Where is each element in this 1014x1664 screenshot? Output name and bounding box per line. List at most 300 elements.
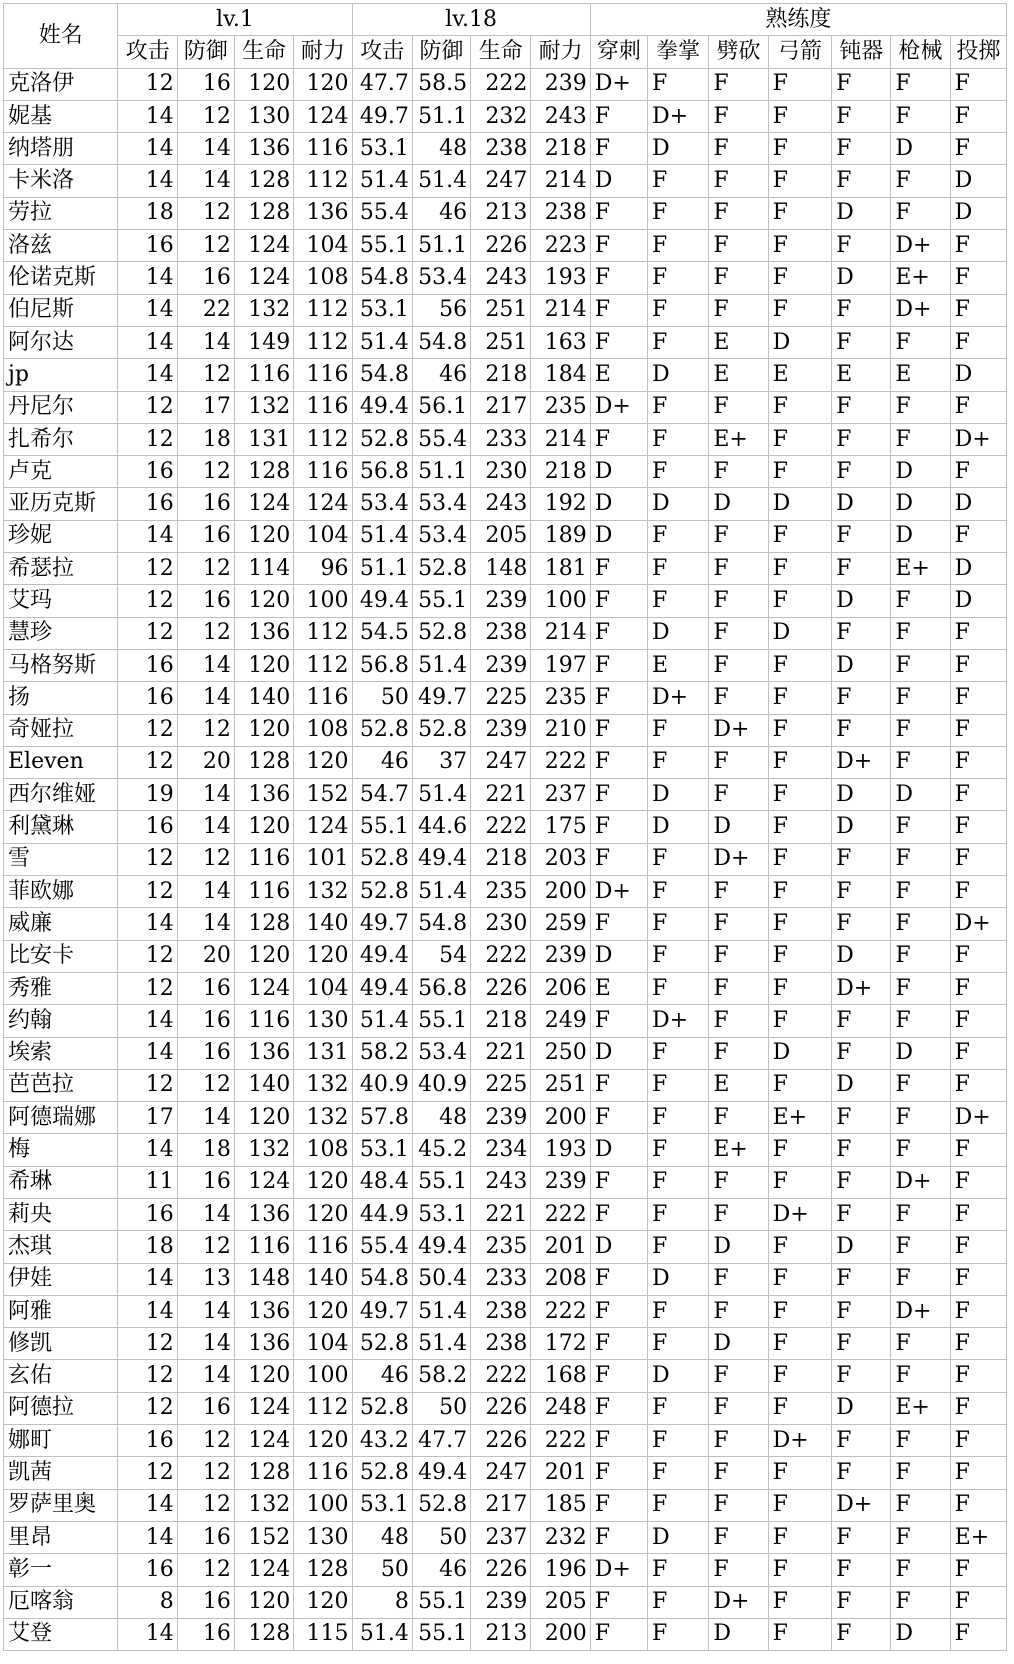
lv18-stat-cell[interactable]: 49.4 xyxy=(412,843,470,875)
lv18-stat-cell[interactable]: 235 xyxy=(531,391,590,423)
lv18-stat-cell[interactable]: 237 xyxy=(471,1521,531,1553)
lv1-stat-cell[interactable]: 12 xyxy=(118,843,177,875)
lv18-stat-cell[interactable]: 214 xyxy=(531,617,590,649)
proficiency-grade-cell[interactable]: F xyxy=(590,746,647,778)
lv18-stat-cell[interactable]: 221 xyxy=(471,1037,531,1069)
proficiency-grade-cell[interactable]: F xyxy=(709,68,768,100)
lv1-stat-cell[interactable]: 104 xyxy=(294,520,352,552)
proficiency-grade-cell[interactable]: F xyxy=(590,1295,647,1327)
lv1-stat-cell[interactable]: 14 xyxy=(177,779,234,811)
proficiency-grade-cell[interactable]: F xyxy=(768,1295,831,1327)
lv1-stat-cell[interactable]: 120 xyxy=(234,1586,293,1618)
lv18-stat-cell[interactable]: 45.2 xyxy=(412,1134,470,1166)
proficiency-grade-cell[interactable]: D xyxy=(950,359,1006,391)
lv18-stat-cell[interactable]: 250 xyxy=(531,1037,590,1069)
proficiency-grade-cell[interactable]: D xyxy=(647,1360,708,1392)
lv18-stat-cell[interactable]: 218 xyxy=(471,1005,531,1037)
lv18-stat-cell[interactable]: 201 xyxy=(531,1231,590,1263)
lv18-stat-cell[interactable]: 50 xyxy=(352,682,412,714)
lv18-stat-cell[interactable]: 214 xyxy=(531,165,590,197)
proficiency-grade-cell[interactable]: F xyxy=(590,262,647,294)
proficiency-grade-cell[interactable]: F xyxy=(891,197,950,229)
lv1-stat-cell[interactable]: 14 xyxy=(177,682,234,714)
lv1-stat-cell[interactable]: 14 xyxy=(177,165,234,197)
lv1-stat-cell[interactable]: 128 xyxy=(234,197,293,229)
proficiency-sub-header[interactable]: 穿刺 xyxy=(590,36,647,68)
proficiency-grade-cell[interactable]: F xyxy=(709,779,768,811)
character-name-cell[interactable]: 伊娃 xyxy=(4,1263,118,1295)
character-name-cell[interactable]: 克洛伊 xyxy=(4,68,118,100)
proficiency-grade-cell[interactable]: F xyxy=(950,1005,1006,1037)
proficiency-grade-cell[interactable]: F xyxy=(832,682,891,714)
lv1-stat-cell[interactable]: 14 xyxy=(118,520,177,552)
lv1-stat-cell[interactable]: 16 xyxy=(177,520,234,552)
lv1-stat-cell[interactable]: 16 xyxy=(177,262,234,294)
proficiency-grade-cell[interactable]: F xyxy=(832,876,891,908)
lv18-stat-cell[interactable]: 52.8 xyxy=(352,423,412,455)
character-name-cell[interactable]: 厄喀翁 xyxy=(4,1586,118,1618)
proficiency-grade-cell[interactable]: F xyxy=(590,1102,647,1134)
lv1-stat-cell[interactable]: 12 xyxy=(177,1457,234,1489)
proficiency-grade-cell[interactable]: F xyxy=(709,1554,768,1586)
lv18-stat-cell[interactable]: 239 xyxy=(471,1586,531,1618)
proficiency-grade-cell[interactable]: F xyxy=(768,423,831,455)
character-name-cell[interactable]: 扬 xyxy=(4,682,118,714)
lv18-stat-cell[interactable]: 53.4 xyxy=(412,520,470,552)
proficiency-grade-cell[interactable]: D xyxy=(590,488,647,520)
proficiency-grade-cell[interactable]: F xyxy=(709,197,768,229)
lv1-stat-cell[interactable]: 18 xyxy=(118,197,177,229)
proficiency-grade-cell[interactable]: F xyxy=(590,1618,647,1650)
character-name-cell[interactable]: 艾玛 xyxy=(4,585,118,617)
proficiency-grade-cell[interactable]: F xyxy=(832,230,891,262)
proficiency-grade-cell[interactable]: F xyxy=(950,940,1006,972)
lv18-stat-cell[interactable]: 51.4 xyxy=(352,1618,412,1650)
lv1-stat-cell[interactable]: 120 xyxy=(294,1166,352,1198)
lv18-stat-cell[interactable]: 52.8 xyxy=(412,714,470,746)
lv18-stat-cell[interactable]: 54.8 xyxy=(352,1263,412,1295)
lv1-stat-cell[interactable]: 14 xyxy=(118,262,177,294)
lv18-stat-cell[interactable]: 53.1 xyxy=(352,294,412,326)
lv18-stat-cell[interactable]: 100 xyxy=(531,585,590,617)
proficiency-grade-cell[interactable]: F xyxy=(950,1425,1006,1457)
lv1-stat-cell[interactable]: 136 xyxy=(234,779,293,811)
lv18-stat-cell[interactable]: 55.1 xyxy=(352,811,412,843)
lv18-stat-cell[interactable]: 223 xyxy=(531,230,590,262)
lv1-stat-cell[interactable]: 12 xyxy=(118,585,177,617)
proficiency-grade-cell[interactable]: F xyxy=(768,811,831,843)
proficiency-grade-cell[interactable]: D xyxy=(950,585,1006,617)
lv1-stat-cell[interactable]: 108 xyxy=(294,262,352,294)
character-name-cell[interactable]: 阿雅 xyxy=(4,1295,118,1327)
character-name-cell[interactable]: 扎希尔 xyxy=(4,423,118,455)
lv18-stat-cell[interactable]: 55.1 xyxy=(352,230,412,262)
lv18-group-header[interactable]: lv.18 xyxy=(352,4,590,36)
lv1-stat-cell[interactable]: 12 xyxy=(177,1554,234,1586)
character-name-cell[interactable]: Eleven xyxy=(4,746,118,778)
lv18-stat-cell[interactable]: 52.8 xyxy=(412,1489,470,1521)
character-name-cell[interactable]: 修凯 xyxy=(4,1328,118,1360)
proficiency-grade-cell[interactable]: F xyxy=(647,423,708,455)
proficiency-grade-cell[interactable]: F xyxy=(768,520,831,552)
proficiency-grade-cell[interactable]: F xyxy=(950,1328,1006,1360)
lv18-stat-cell[interactable]: 205 xyxy=(531,1586,590,1618)
lv1-stat-cell[interactable]: 130 xyxy=(294,1005,352,1037)
proficiency-grade-cell[interactable]: F xyxy=(891,1360,950,1392)
proficiency-grade-cell[interactable]: F xyxy=(768,682,831,714)
proficiency-grade-cell[interactable]: F xyxy=(950,520,1006,552)
lv1-stat-cell[interactable]: 104 xyxy=(294,1328,352,1360)
lv18-stat-cell[interactable]: 51.4 xyxy=(412,649,470,681)
lv1-stat-cell[interactable]: 12 xyxy=(118,423,177,455)
proficiency-grade-cell[interactable]: F xyxy=(768,1457,831,1489)
lv1-stat-cell[interactable]: 152 xyxy=(294,779,352,811)
lv18-stat-cell[interactable]: 233 xyxy=(471,423,531,455)
lv18-stat-cell[interactable]: 46 xyxy=(412,1554,470,1586)
lv18-stat-cell[interactable]: 238 xyxy=(471,617,531,649)
lv18-stat-cell[interactable]: 52.8 xyxy=(352,1392,412,1424)
lv18-stat-cell[interactable]: 46 xyxy=(352,1360,412,1392)
proficiency-grade-cell[interactable]: D+ xyxy=(709,843,768,875)
lv1-stat-cell[interactable]: 128 xyxy=(234,165,293,197)
lv1-group-header[interactable]: lv.1 xyxy=(118,4,352,36)
lv18-stat-cell[interactable]: 208 xyxy=(531,1263,590,1295)
proficiency-grade-cell[interactable]: F xyxy=(891,617,950,649)
lv1-stat-cell[interactable]: 120 xyxy=(234,811,293,843)
proficiency-grade-cell[interactable]: F xyxy=(709,876,768,908)
lv18-stat-cell[interactable]: 233 xyxy=(471,1263,531,1295)
lv1-stat-cell[interactable]: 100 xyxy=(294,1360,352,1392)
lv1-stat-cell[interactable]: 8 xyxy=(118,1586,177,1618)
lv1-stat-cell[interactable]: 12 xyxy=(177,1231,234,1263)
proficiency-grade-cell[interactable]: E xyxy=(709,326,768,358)
lv18-stat-cell[interactable]: 251 xyxy=(471,326,531,358)
character-name-cell[interactable]: 伯尼斯 xyxy=(4,294,118,326)
proficiency-grade-cell[interactable]: F xyxy=(647,1554,708,1586)
character-name-cell[interactable]: 娜町 xyxy=(4,1425,118,1457)
proficiency-grade-cell[interactable]: D xyxy=(647,1521,708,1553)
proficiency-grade-cell[interactable]: F xyxy=(891,1231,950,1263)
proficiency-grade-cell[interactable]: F xyxy=(891,585,950,617)
lv1-stat-cell[interactable]: 128 xyxy=(234,1618,293,1650)
proficiency-grade-cell[interactable]: F xyxy=(590,811,647,843)
lv18-stat-cell[interactable]: 55.1 xyxy=(412,585,470,617)
lv18-stat-cell[interactable]: 48.4 xyxy=(352,1166,412,1198)
lv1-stat-cell[interactable]: 22 xyxy=(177,294,234,326)
lv1-stat-cell[interactable]: 120 xyxy=(234,520,293,552)
lv18-stat-cell[interactable]: 243 xyxy=(471,262,531,294)
lv18-stat-cell[interactable]: 163 xyxy=(531,326,590,358)
lv18-stat-cell[interactable]: 49.4 xyxy=(412,1231,470,1263)
proficiency-grade-cell[interactable]: D+ xyxy=(891,294,950,326)
proficiency-grade-cell[interactable]: F xyxy=(832,391,891,423)
lv1-stat-cell[interactable]: 14 xyxy=(118,294,177,326)
character-name-cell[interactable]: 阿德瑞娜 xyxy=(4,1102,118,1134)
lv18-stat-cell[interactable]: 243 xyxy=(471,1166,531,1198)
proficiency-grade-cell[interactable]: D+ xyxy=(832,746,891,778)
lv1-stat-cell[interactable]: 16 xyxy=(118,1425,177,1457)
proficiency-grade-cell[interactable]: F xyxy=(950,133,1006,165)
proficiency-grade-cell[interactable]: F xyxy=(590,585,647,617)
character-name-cell[interactable]: 希琳 xyxy=(4,1166,118,1198)
proficiency-grade-cell[interactable]: F xyxy=(709,1005,768,1037)
lv1-stat-cell[interactable]: 20 xyxy=(177,746,234,778)
proficiency-grade-cell[interactable]: E xyxy=(590,972,647,1004)
character-name-cell[interactable]: 比安卡 xyxy=(4,940,118,972)
lv18-stat-cell[interactable]: 230 xyxy=(471,908,531,940)
proficiency-grade-cell[interactable]: F xyxy=(647,746,708,778)
proficiency-grade-cell[interactable]: F xyxy=(950,326,1006,358)
proficiency-grade-cell[interactable]: F xyxy=(647,585,708,617)
proficiency-grade-cell[interactable]: F xyxy=(709,1263,768,1295)
lv18-stat-cell[interactable]: 54.8 xyxy=(412,326,470,358)
proficiency-grade-cell[interactable]: F xyxy=(950,714,1006,746)
lv18-stat-cell[interactable]: 249 xyxy=(531,1005,590,1037)
lv1-stat-cell[interactable]: 128 xyxy=(234,456,293,488)
proficiency-grade-cell[interactable]: F xyxy=(647,1166,708,1198)
proficiency-grade-cell[interactable]: F xyxy=(891,1425,950,1457)
lv1-sub-header[interactable]: 攻击 xyxy=(118,36,177,68)
proficiency-grade-cell[interactable]: E+ xyxy=(709,1134,768,1166)
lv18-stat-cell[interactable]: 56 xyxy=(412,294,470,326)
proficiency-grade-cell[interactable]: F xyxy=(891,423,950,455)
proficiency-grade-cell[interactable]: E+ xyxy=(768,1102,831,1134)
lv18-stat-cell[interactable]: 238 xyxy=(471,133,531,165)
character-name-cell[interactable]: 妮基 xyxy=(4,100,118,132)
lv18-stat-cell[interactable]: 51.1 xyxy=(412,230,470,262)
proficiency-grade-cell[interactable]: F xyxy=(950,1295,1006,1327)
lv1-stat-cell[interactable]: 12 xyxy=(118,746,177,778)
lv18-stat-cell[interactable]: 54.8 xyxy=(412,908,470,940)
proficiency-grade-cell[interactable]: F xyxy=(590,230,647,262)
lv18-stat-cell[interactable]: 235 xyxy=(471,1231,531,1263)
lv1-stat-cell[interactable]: 12 xyxy=(118,553,177,585)
proficiency-grade-cell[interactable]: F xyxy=(709,1198,768,1230)
lv1-stat-cell[interactable]: 136 xyxy=(234,1295,293,1327)
lv1-stat-cell[interactable]: 12 xyxy=(177,100,234,132)
lv1-stat-cell[interactable]: 120 xyxy=(294,1425,352,1457)
lv1-stat-cell[interactable]: 116 xyxy=(294,133,352,165)
proficiency-grade-cell[interactable]: F xyxy=(891,165,950,197)
lv1-stat-cell[interactable]: 116 xyxy=(294,456,352,488)
lv1-stat-cell[interactable]: 116 xyxy=(294,1457,352,1489)
lv1-stat-cell[interactable]: 136 xyxy=(234,1328,293,1360)
character-name-cell[interactable]: 劳拉 xyxy=(4,197,118,229)
proficiency-grade-cell[interactable]: D xyxy=(832,649,891,681)
lv1-stat-cell[interactable]: 14 xyxy=(177,1360,234,1392)
lv1-stat-cell[interactable]: 116 xyxy=(294,1231,352,1263)
proficiency-grade-cell[interactable]: E xyxy=(647,649,708,681)
proficiency-grade-cell[interactable]: F xyxy=(647,1037,708,1069)
lv18-stat-cell[interactable]: 43.2 xyxy=(352,1425,412,1457)
lv1-stat-cell[interactable]: 16 xyxy=(118,811,177,843)
proficiency-sub-header[interactable]: 弓箭 xyxy=(768,36,831,68)
lv18-stat-cell[interactable]: 148 xyxy=(471,553,531,585)
lv18-stat-cell[interactable]: 55.1 xyxy=(412,1005,470,1037)
lv1-stat-cell[interactable]: 16 xyxy=(177,1037,234,1069)
lv18-stat-cell[interactable]: 49.7 xyxy=(352,100,412,132)
lv18-stat-cell[interactable]: 50 xyxy=(412,1392,470,1424)
lv18-stat-cell[interactable]: 55.1 xyxy=(412,1618,470,1650)
proficiency-grade-cell[interactable]: F xyxy=(891,1457,950,1489)
character-name-cell[interactable]: 威廉 xyxy=(4,908,118,940)
proficiency-grade-cell[interactable]: D xyxy=(590,520,647,552)
character-name-cell[interactable]: 阿德拉 xyxy=(4,1392,118,1424)
lv18-stat-cell[interactable]: 55.1 xyxy=(412,1586,470,1618)
lv1-stat-cell[interactable]: 14 xyxy=(177,1295,234,1327)
proficiency-grade-cell[interactable]: D+ xyxy=(709,714,768,746)
lv1-stat-cell[interactable]: 120 xyxy=(234,940,293,972)
proficiency-grade-cell[interactable]: F xyxy=(891,1005,950,1037)
lv18-stat-cell[interactable]: 196 xyxy=(531,1554,590,1586)
lv1-stat-cell[interactable]: 124 xyxy=(234,1392,293,1424)
proficiency-grade-cell[interactable]: F xyxy=(590,1457,647,1489)
lv18-stat-cell[interactable]: 206 xyxy=(531,972,590,1004)
lv18-stat-cell[interactable]: 49.7 xyxy=(352,1295,412,1327)
lv18-stat-cell[interactable]: 222 xyxy=(531,1425,590,1457)
proficiency-grade-cell[interactable]: D xyxy=(768,326,831,358)
lv18-stat-cell[interactable]: 49.7 xyxy=(412,682,470,714)
proficiency-grade-cell[interactable]: F xyxy=(590,1328,647,1360)
proficiency-grade-cell[interactable]: D+ xyxy=(768,1198,831,1230)
lv18-stat-cell[interactable]: 247 xyxy=(471,1457,531,1489)
proficiency-grade-cell[interactable]: E xyxy=(590,359,647,391)
proficiency-grade-cell[interactable]: D+ xyxy=(590,1554,647,1586)
name-column-header[interactable]: 姓名 xyxy=(4,4,118,69)
lv1-stat-cell[interactable]: 14 xyxy=(118,359,177,391)
proficiency-grade-cell[interactable]: F xyxy=(590,1263,647,1295)
proficiency-grade-cell[interactable]: D+ xyxy=(891,230,950,262)
proficiency-grade-cell[interactable]: F xyxy=(647,1069,708,1101)
proficiency-grade-cell[interactable]: D xyxy=(832,585,891,617)
character-name-cell[interactable]: 丹尼尔 xyxy=(4,391,118,423)
lv18-stat-cell[interactable]: 51.1 xyxy=(412,456,470,488)
lv1-stat-cell[interactable]: 128 xyxy=(234,908,293,940)
lv1-stat-cell[interactable]: 12 xyxy=(118,940,177,972)
lv18-stat-cell[interactable]: 56.8 xyxy=(412,972,470,1004)
lv1-stat-cell[interactable]: 14 xyxy=(177,908,234,940)
lv18-stat-cell[interactable]: 168 xyxy=(531,1360,590,1392)
lv18-stat-cell[interactable]: 52.8 xyxy=(352,843,412,875)
lv18-stat-cell[interactable]: 46 xyxy=(352,746,412,778)
lv18-stat-cell[interactable]: 217 xyxy=(471,1489,531,1521)
proficiency-grade-cell[interactable]: F xyxy=(709,165,768,197)
proficiency-grade-cell[interactable]: F xyxy=(832,1328,891,1360)
lv18-stat-cell[interactable]: 51.4 xyxy=(352,326,412,358)
lv1-stat-cell[interactable]: 116 xyxy=(294,682,352,714)
proficiency-grade-cell[interactable]: F xyxy=(768,1328,831,1360)
lv1-stat-cell[interactable]: 136 xyxy=(234,1037,293,1069)
lv18-stat-cell[interactable]: 221 xyxy=(471,1198,531,1230)
lv18-stat-cell[interactable]: 52.8 xyxy=(352,1328,412,1360)
proficiency-grade-cell[interactable]: F xyxy=(950,230,1006,262)
proficiency-grade-cell[interactable]: D xyxy=(590,1231,647,1263)
lv18-stat-cell[interactable]: 218 xyxy=(531,456,590,488)
lv1-stat-cell[interactable]: 132 xyxy=(234,1134,293,1166)
lv1-stat-cell[interactable]: 16 xyxy=(177,972,234,1004)
lv1-stat-cell[interactable]: 12 xyxy=(177,1069,234,1101)
lv18-stat-cell[interactable]: 238 xyxy=(531,197,590,229)
lv1-stat-cell[interactable]: 136 xyxy=(234,617,293,649)
proficiency-grade-cell[interactable]: F xyxy=(768,1489,831,1521)
lv1-stat-cell[interactable]: 124 xyxy=(234,972,293,1004)
proficiency-grade-cell[interactable]: F xyxy=(768,456,831,488)
character-name-cell[interactable]: 利黛琳 xyxy=(4,811,118,843)
proficiency-grade-cell[interactable]: F xyxy=(709,682,768,714)
lv18-stat-cell[interactable]: 55.4 xyxy=(412,423,470,455)
character-name-cell[interactable]: 纳塔朋 xyxy=(4,133,118,165)
lv1-stat-cell[interactable]: 104 xyxy=(294,230,352,262)
proficiency-grade-cell[interactable]: F xyxy=(768,100,831,132)
lv1-stat-cell[interactable]: 128 xyxy=(234,1457,293,1489)
proficiency-grade-cell[interactable]: F xyxy=(709,585,768,617)
proficiency-sub-header[interactable]: 钝器 xyxy=(832,36,891,68)
lv1-stat-cell[interactable]: 116 xyxy=(234,1005,293,1037)
lv18-stat-cell[interactable]: 210 xyxy=(531,714,590,746)
lv1-stat-cell[interactable]: 17 xyxy=(177,391,234,423)
proficiency-grade-cell[interactable]: F xyxy=(647,972,708,1004)
lv1-stat-cell[interactable]: 16 xyxy=(118,230,177,262)
proficiency-grade-cell[interactable]: F xyxy=(832,1037,891,1069)
proficiency-grade-cell[interactable]: D xyxy=(709,1328,768,1360)
lv1-stat-cell[interactable]: 16 xyxy=(177,1586,234,1618)
proficiency-grade-cell[interactable]: F xyxy=(590,1521,647,1553)
proficiency-grade-cell[interactable]: F xyxy=(768,779,831,811)
lv18-stat-cell[interactable]: 57.8 xyxy=(352,1102,412,1134)
lv1-stat-cell[interactable]: 120 xyxy=(234,714,293,746)
proficiency-grade-cell[interactable]: F xyxy=(891,326,950,358)
lv1-stat-cell[interactable]: 14 xyxy=(118,326,177,358)
lv1-stat-cell[interactable]: 114 xyxy=(234,553,293,585)
lv1-stat-cell[interactable]: 116 xyxy=(294,391,352,423)
lv18-stat-cell[interactable]: 222 xyxy=(471,68,531,100)
proficiency-grade-cell[interactable]: F xyxy=(891,391,950,423)
lv18-stat-cell[interactable]: 52.8 xyxy=(352,876,412,908)
lv1-stat-cell[interactable]: 132 xyxy=(294,1069,352,1101)
proficiency-grade-cell[interactable]: F xyxy=(832,1102,891,1134)
lv18-stat-cell[interactable]: 53.1 xyxy=(352,1134,412,1166)
proficiency-grade-cell[interactable]: F xyxy=(647,68,708,100)
lv1-sub-header[interactable]: 耐力 xyxy=(294,36,352,68)
lv18-stat-cell[interactable]: 226 xyxy=(471,1392,531,1424)
lv1-stat-cell[interactable]: 112 xyxy=(294,1392,352,1424)
proficiency-grade-cell[interactable]: F xyxy=(891,908,950,940)
lv1-stat-cell[interactable]: 120 xyxy=(234,649,293,681)
proficiency-grade-cell[interactable]: F xyxy=(647,262,708,294)
lv18-sub-header[interactable]: 耐力 xyxy=(531,36,590,68)
proficiency-grade-cell[interactable]: F xyxy=(891,1198,950,1230)
lv18-sub-header[interactable]: 生命 xyxy=(471,36,531,68)
lv18-stat-cell[interactable]: 243 xyxy=(471,488,531,520)
lv18-stat-cell[interactable]: 40.9 xyxy=(412,1069,470,1101)
proficiency-grade-cell[interactable]: F xyxy=(647,1489,708,1521)
proficiency-grade-cell[interactable]: F xyxy=(891,811,950,843)
lv1-stat-cell[interactable]: 108 xyxy=(294,1134,352,1166)
proficiency-grade-cell[interactable]: D xyxy=(647,617,708,649)
lv1-stat-cell[interactable]: 124 xyxy=(234,1425,293,1457)
lv18-stat-cell[interactable]: 54 xyxy=(412,940,470,972)
lv1-stat-cell[interactable]: 132 xyxy=(294,1102,352,1134)
lv18-stat-cell[interactable]: 238 xyxy=(471,1295,531,1327)
lv1-stat-cell[interactable]: 149 xyxy=(234,326,293,358)
lv1-stat-cell[interactable]: 132 xyxy=(234,391,293,423)
character-name-cell[interactable]: 梅 xyxy=(4,1134,118,1166)
lv1-stat-cell[interactable]: 12 xyxy=(118,876,177,908)
lv18-stat-cell[interactable]: 248 xyxy=(531,1392,590,1424)
lv1-stat-cell[interactable]: 130 xyxy=(234,100,293,132)
proficiency-grade-cell[interactable]: F xyxy=(950,649,1006,681)
proficiency-grade-cell[interactable]: F xyxy=(891,1489,950,1521)
